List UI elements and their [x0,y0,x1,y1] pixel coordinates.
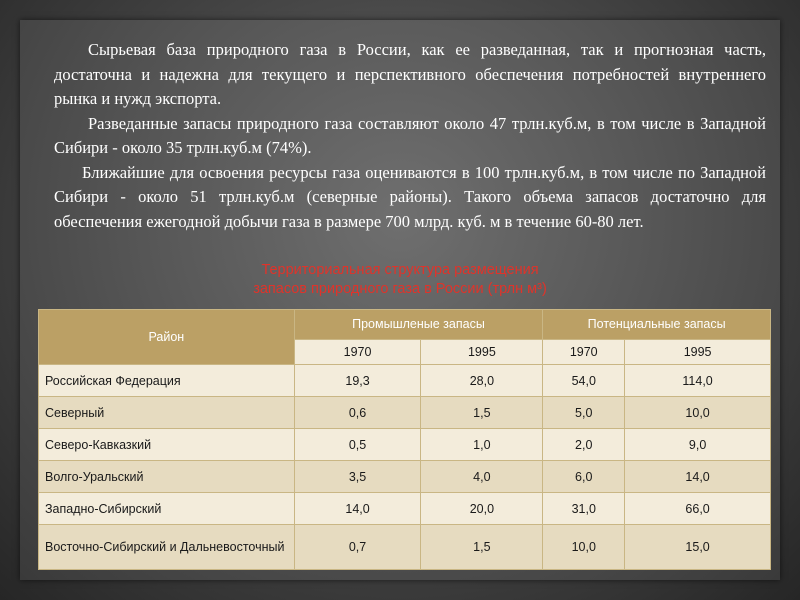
paragraph-2: Разведанные запасы природного газа составляют около 47 трлн.куб.м, в том числе в Западной Сибири - около 35 трлн.куб.м (74%). [54,113,766,157]
reserves-table [38,309,771,570]
value-cell: 4,0 [421,461,543,493]
region-name: Волго-Уральский [39,461,295,493]
value-cell: 66,0 [625,493,771,525]
value-cell: 9,0 [625,429,771,461]
value-cell: 0,5 [294,429,421,461]
header-industrial-reserves: Промышленые запасы [294,310,543,340]
value-cell: 1,0 [421,429,543,461]
value-cell: 3,5 [294,461,421,493]
region-name: Северо-Кавказкий [39,429,295,461]
value-cell: 54,0 [543,365,625,397]
value-cell: 5,0 [543,397,625,429]
value-cell: 15,0 [625,525,771,570]
header-region: Район [39,310,295,365]
region-name: Западно-Сибирский [39,493,295,525]
value-cell: 19,3 [294,365,421,397]
region-name: Российская Федерация [39,365,295,397]
value-cell: 2,0 [543,429,625,461]
slide [20,20,780,580]
value-cell: 10,0 [625,397,771,429]
paragraph-1: Сырьевая база природного газа в России, как ее разведанная, так и прогнозная часть, достаточна и надежна для текущего и перспективного обеспечения потребностей внутреннего рынка и нужд экспорта. [54,40,766,108]
table-row [39,525,771,570]
table-row [39,365,771,397]
header-potential-reserves: Потенциальные запасы [543,310,771,340]
paragraph-3: Ближайшие для освоения ресурсы газа оцениваются в 100 трлн.куб.м, в том числе по Западной Сибири - около 51 трлн.куб.м (северные районы). Такого объема запасов достаточно для обеспечения ежегодной добычи газа в размере 700 млрд. куб. м в течение 60-80 лет. [54,162,766,231]
year-cell: 1995 [421,339,543,364]
value-cell: 14,0 [294,493,421,525]
value-cell: 0,6 [294,397,421,429]
table-row [39,493,771,525]
value-cell: 1,5 [421,525,543,570]
year-cell: 1970 [294,339,421,364]
value-cell: 0,7 [294,525,421,570]
value-cell: 6,0 [543,461,625,493]
table-row [39,397,771,429]
value-cell: 10,0 [543,525,625,570]
value-cell: 20,0 [421,493,543,525]
table-title-line-2: запасов природного газа в России (трлн м³) [253,281,547,297]
year-cell: 1970 [543,339,625,364]
region-name: Северный [39,397,295,429]
table-title [20,261,780,299]
table-row [39,429,771,461]
value-cell: 31,0 [543,493,625,525]
value-cell: 1,5 [421,397,543,429]
value-cell: 14,0 [625,461,771,493]
table-row [39,461,771,493]
region-name: Восточно-Сибирский и Дальневосточный [39,525,295,570]
value-cell: 28,0 [421,365,543,397]
value-cell: 114,0 [625,365,771,397]
year-cell: 1995 [625,339,771,364]
body-text [54,38,766,234]
table-title-line-1: Территориальная структура размещения [261,262,539,278]
